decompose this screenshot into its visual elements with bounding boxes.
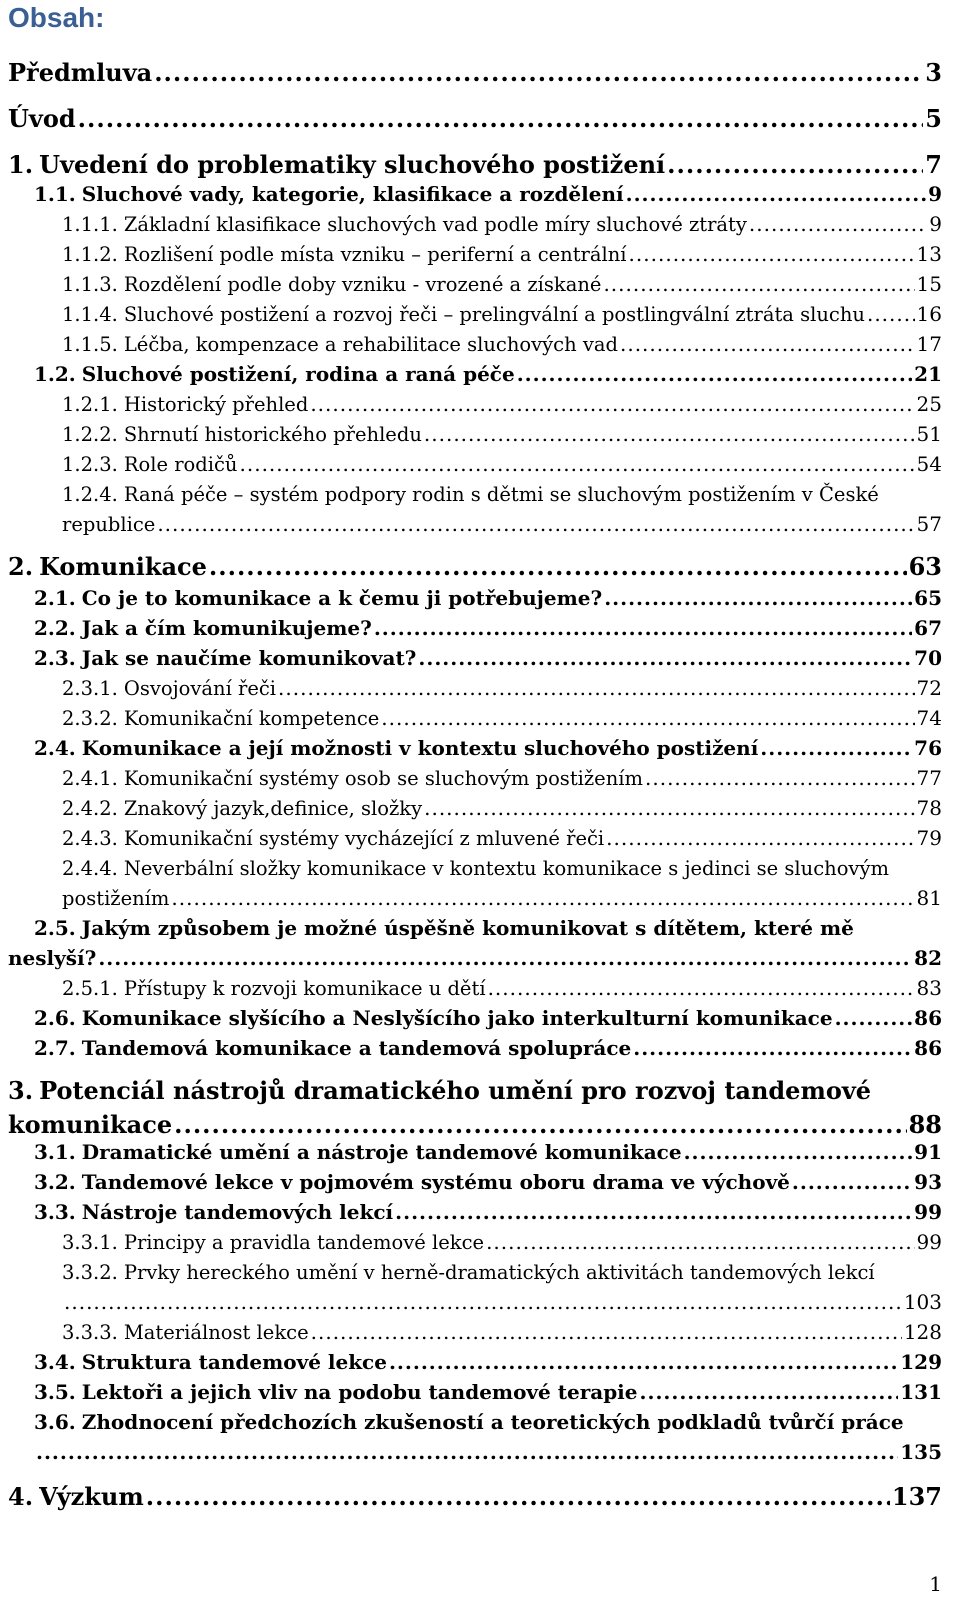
toc-entry-title: Základní klasifikace sluchových vad podle míry sluchové ztráty [123, 213, 747, 236]
toc-entry-page: 103 [903, 1290, 942, 1314]
toc-entry-number: 1.1. [34, 182, 76, 206]
dot-leader [835, 1006, 913, 1030]
toc-entry-page: 51 [916, 422, 942, 446]
toc-entry-page: 3 [925, 58, 942, 87]
toc-entry-page: 93 [914, 1170, 942, 1194]
toc-entry-title: Komunikační kompetence [123, 707, 380, 730]
toc-entry-number: 1.2.4. [62, 483, 118, 506]
toc-entry-number: 2.7. [34, 1036, 76, 1060]
toc-entry-number: 4. [8, 1482, 34, 1511]
toc-entry-number: 2.5.1. [62, 977, 118, 1000]
toc-entry-number: 3.1. [34, 1140, 76, 1164]
toc-entry-line [34, 916, 854, 940]
dot-leader [154, 58, 923, 87]
toc-entry[interactable] [62, 706, 942, 730]
toc-entry-number: 3.3. [34, 1200, 76, 1224]
toc-entry[interactable] [34, 616, 942, 640]
toc-entry-continuation: postižením [62, 887, 170, 910]
toc-entry-page: 77 [916, 766, 942, 790]
toc-entry-page: 74 [916, 706, 942, 730]
dot-leader [374, 616, 912, 640]
toc-entry-continuation: komunikace [8, 1110, 173, 1139]
toc-entry-title: Principy a pravidla tandemové lekce [123, 1231, 485, 1254]
toc-entry-title: Tandemové lekce v pojmovém systému oboru drama ve výchově [81, 1170, 790, 1194]
toc-entry-page: 54 [916, 452, 942, 476]
toc-entry-page: 17 [916, 332, 942, 356]
toc-entry-number: 3.6. [34, 1410, 76, 1434]
toc-entry-page: 67 [914, 616, 942, 640]
toc-heading: Obsah: [8, 2, 105, 33]
toc-entry[interactable] [62, 272, 942, 296]
toc-entry[interactable] [34, 586, 942, 610]
toc-entry-line [62, 856, 889, 880]
toc-entry-number: 2.4. [34, 736, 76, 760]
dot-leader [78, 104, 924, 133]
toc-entry-number: 1. [8, 150, 34, 179]
toc-entry-page: 7 [925, 150, 942, 179]
toc-entry-title: Potenciál nástrojů dramatického umění pro rozvoj tandemové [39, 1076, 872, 1105]
toc-entry[interactable] [34, 1440, 942, 1464]
dot-leader [240, 452, 915, 476]
toc-entry-title: Předmluva [8, 58, 153, 87]
toc-entry-title: Léčba, kompenzace a rehabilitace sluchových vad [123, 333, 618, 356]
toc-entry-number: 1.2. [34, 362, 76, 386]
dot-leader [867, 302, 915, 326]
toc-entry-page: 99 [916, 1230, 942, 1254]
toc-entry-title: Komunikační systémy vycházející z mluvené řeči [123, 827, 605, 850]
toc-entry-title: Nástroje tandemových lekcí [81, 1200, 394, 1224]
dot-leader [424, 796, 914, 820]
toc-entry[interactable] [34, 1170, 942, 1194]
toc-entry-page: 83 [916, 976, 942, 1000]
toc-entry-title: Komunikace a její možnosti v kontextu sluchového postižení [81, 736, 759, 760]
toc-entry-page: 86 [914, 1036, 942, 1060]
toc-entry-number: 1.1.4. [62, 303, 118, 326]
toc-entry-page: 65 [914, 586, 942, 610]
toc-entry-number: 1.1.1. [62, 213, 118, 236]
toc-entry[interactable] [62, 332, 942, 356]
dot-leader [645, 766, 915, 790]
toc-entry-title: Přístupy k rozvoji komunikace u dětí [123, 977, 486, 1000]
toc-entry-line [8, 1076, 871, 1105]
toc-entry[interactable] [34, 1350, 942, 1374]
toc-entry-title: Tandemová komunikace a tandemová spolupráce [81, 1036, 632, 1060]
dot-leader [278, 676, 915, 700]
toc-entry-title: Prvky hereckého umění v herně-dramatických aktivitách tandemových lekcí [123, 1261, 875, 1284]
toc-entry-line [62, 1260, 875, 1284]
toc-entry-number: 2.5. [34, 916, 76, 940]
dot-leader [171, 886, 914, 910]
toc-entry-line [34, 1410, 904, 1434]
toc-entry-title: Sluchové vady, kategorie, klasifikace a rozdělení [81, 182, 624, 206]
toc-entry-page: 88 [908, 1110, 942, 1139]
toc-entry[interactable] [34, 1006, 942, 1030]
toc-entry[interactable] [62, 1290, 942, 1314]
toc-entry-title: Zhodnocení předchozích zkušeností a teoretických podkladů tvůrčí práce [81, 1410, 904, 1434]
dot-leader [604, 586, 912, 610]
toc-entry-number: 3.3.3. [62, 1321, 118, 1344]
toc-entry-page: 76 [914, 736, 942, 760]
dot-leader [629, 242, 915, 266]
toc-entry-title: Komunikace [39, 552, 207, 581]
toc-entry-number: 2.3.2. [62, 707, 118, 730]
dot-leader [395, 1200, 912, 1224]
dot-leader [640, 1380, 899, 1404]
toc-entry[interactable] [62, 302, 942, 326]
toc-entry-title: Komunikační systémy osob se sluchovým postižením [123, 767, 643, 790]
toc-entry-page: 13 [916, 242, 942, 266]
toc-entry-page: 57 [916, 512, 942, 536]
toc-entry[interactable] [8, 1482, 942, 1511]
toc-entry-title: Role rodičů [123, 453, 238, 476]
toc-entry[interactable] [62, 1320, 942, 1344]
dot-leader [381, 706, 914, 730]
dot-leader [517, 362, 912, 386]
toc-entry[interactable] [62, 676, 942, 700]
toc-entry[interactable] [8, 552, 942, 581]
dot-leader [311, 1320, 902, 1344]
dot-leader [486, 1230, 914, 1254]
toc-entry-continuation: neslyší? [8, 946, 97, 970]
toc-entry-page: 78 [916, 796, 942, 820]
toc-entry-number: 2.1. [34, 586, 76, 610]
dot-leader [488, 976, 915, 1000]
toc-entry-page: 81 [916, 886, 942, 910]
toc-entry-title: Struktura tandemové lekce [81, 1350, 387, 1374]
dot-leader [64, 1290, 902, 1314]
toc-entry[interactable] [62, 826, 942, 850]
toc-entry[interactable] [62, 422, 942, 446]
dot-leader [667, 150, 923, 179]
toc-entry[interactable] [34, 1380, 942, 1404]
toc-entry-continuation: republice [62, 513, 156, 536]
dot-leader [310, 392, 914, 416]
toc-entry[interactable] [62, 512, 942, 536]
toc-entry-number: 1.1.5. [62, 333, 118, 356]
toc-entry-title: Rozdělení podle doby vzniku - vrozené a získané [123, 273, 602, 296]
toc-entry-title: Znakový jazyk,definice, složky [123, 797, 423, 820]
toc-entry-title: Shrnutí historického přehledu [123, 423, 422, 446]
toc-entry[interactable] [34, 362, 942, 386]
toc-entry-page: 63 [908, 552, 942, 581]
toc-entry-title: Sluchové postižení a rozvoj řeči – prelingvální a postlingvální ztráta sluchu [123, 303, 865, 326]
dot-leader [603, 272, 914, 296]
toc-entry-title: Materiálnost lekce [123, 1321, 309, 1344]
toc-entry[interactable] [62, 452, 942, 476]
dot-leader [174, 1110, 906, 1139]
toc-entry-number: 1.2.3. [62, 453, 118, 476]
toc-entry-number: 3.3.1. [62, 1231, 118, 1254]
toc-entry-page: 9 [929, 212, 942, 236]
toc-entry-page: 131 [900, 1380, 942, 1404]
dot-leader [36, 1440, 898, 1464]
dot-leader [389, 1350, 898, 1374]
dot-leader [606, 826, 914, 850]
dot-leader [424, 422, 915, 446]
toc-entry-page: 5 [925, 104, 942, 133]
dot-leader [633, 1036, 912, 1060]
toc-entry-title: Jak se naučíme komunikovat? [81, 646, 417, 670]
toc-entry-title: Dramatické umění a nástroje tandemové komunikace [81, 1140, 682, 1164]
toc-entry-page: 72 [916, 676, 942, 700]
toc-entry-title: Výzkum [39, 1482, 144, 1511]
toc-entry[interactable] [8, 58, 942, 87]
toc-entry[interactable] [8, 1110, 942, 1139]
dot-leader [146, 1482, 890, 1511]
toc-entry-number: 3. [8, 1076, 34, 1105]
toc-entry-title: Lektoři a jejich vliv na podobu tandemové terapie [81, 1380, 638, 1404]
toc-entry-page: 86 [914, 1006, 942, 1030]
dot-leader [760, 736, 912, 760]
toc-entry-page: 135 [900, 1440, 942, 1464]
toc-entry[interactable] [62, 886, 942, 910]
toc-entry-title: Osvojování řeči [123, 677, 277, 700]
toc-entry-number: 2.2. [34, 616, 76, 640]
toc-entry-number: 2.4.4. [62, 857, 118, 880]
toc-entry[interactable] [34, 182, 942, 206]
toc-entry[interactable] [8, 150, 942, 179]
toc-entry-title: Rozlišení podle místa vzniku – periferní a centrální [123, 243, 627, 266]
toc-entry-title: Jakým způsobem je možné úspěšně komunikovat s dítětem, které mě [81, 916, 854, 940]
toc-entry-title: Jak a čím komunikujeme? [81, 616, 372, 640]
toc-entry-number: 1.1.3. [62, 273, 118, 296]
toc-entry-page: 21 [914, 362, 942, 386]
toc-entry-number: 2.6. [34, 1006, 76, 1030]
toc-entry[interactable] [34, 1200, 942, 1224]
toc-entry-number: 2.3. [34, 646, 76, 670]
toc-entry-title: Co je to komunikace a k čemu ji potřebujeme? [81, 586, 603, 610]
toc-entry-number: 1.2.1. [62, 393, 118, 416]
toc-entry-number: 2.4.1. [62, 767, 118, 790]
toc-entry[interactable] [8, 946, 942, 970]
toc-entry-number: 1.2.2. [62, 423, 118, 446]
dot-leader [626, 182, 926, 206]
toc-entry[interactable] [62, 766, 942, 790]
toc-entry-page: 99 [914, 1200, 942, 1224]
toc-entry[interactable] [62, 976, 942, 1000]
toc-entry[interactable] [34, 646, 942, 670]
dot-leader [418, 646, 912, 670]
page-number: 1 [929, 1572, 942, 1596]
toc-entry-title: Komunikace slyšícího a Neslyšícího jako interkulturní komunikace [81, 1006, 833, 1030]
toc-entry-number: 3.3.2. [62, 1261, 118, 1284]
toc-entry[interactable] [34, 1036, 942, 1060]
dot-leader [749, 212, 927, 236]
dot-leader [620, 332, 915, 356]
dot-leader [209, 552, 907, 581]
toc-entry[interactable] [34, 736, 942, 760]
toc-entry-number: 3.4. [34, 1350, 76, 1374]
toc-entry-page: 82 [914, 946, 942, 970]
toc-entry-title: Úvod [8, 104, 76, 133]
toc-entry-page: 15 [916, 272, 942, 296]
toc-entry[interactable] [62, 212, 942, 236]
toc-entry-number: 2.4.2. [62, 797, 118, 820]
toc-entry-page: 79 [916, 826, 942, 850]
toc-entry[interactable] [34, 1140, 942, 1164]
toc-entry-title: Uvedení do problematiky sluchového postižení [39, 150, 666, 179]
toc-entry-page: 137 [891, 1482, 942, 1511]
toc-entry[interactable] [62, 796, 942, 820]
toc-entry-number: 1.1.2. [62, 243, 118, 266]
dot-leader [98, 946, 912, 970]
dot-leader [684, 1140, 913, 1164]
toc-entry-number: 3.2. [34, 1170, 76, 1194]
toc-entry-page: 9 [928, 182, 942, 206]
toc-entry[interactable] [62, 1230, 942, 1254]
toc-entry-page: 16 [916, 302, 942, 326]
toc-entry-line [62, 482, 879, 506]
toc-entry-page: 91 [914, 1140, 942, 1164]
toc-entry-page: 129 [900, 1350, 942, 1374]
toc-entry-page: 25 [916, 392, 942, 416]
toc-entry-number: 2.3.1. [62, 677, 118, 700]
dot-leader [792, 1170, 912, 1194]
toc-entry-page: 70 [914, 646, 942, 670]
toc-entry[interactable] [62, 242, 942, 266]
toc-entry-number: 2.4.3. [62, 827, 118, 850]
toc-entry-title: Neverbální složky komunikace v kontextu komunikace s jedinci se sluchovým [123, 857, 889, 880]
toc-entry[interactable] [8, 104, 942, 133]
toc-entry-page: 128 [903, 1320, 942, 1344]
toc-entry-title: Raná péče – systém podpory rodin s dětmi se sluchovým postižením v České [123, 483, 879, 506]
toc-entry-number: 2. [8, 552, 34, 581]
dot-leader [157, 512, 914, 536]
toc-entry-title: Historický přehled [123, 393, 309, 416]
toc-entry[interactable] [62, 392, 942, 416]
toc-entry-number: 3.5. [34, 1380, 76, 1404]
toc-entry-title: Sluchové postižení, rodina a raná péče [81, 362, 515, 386]
